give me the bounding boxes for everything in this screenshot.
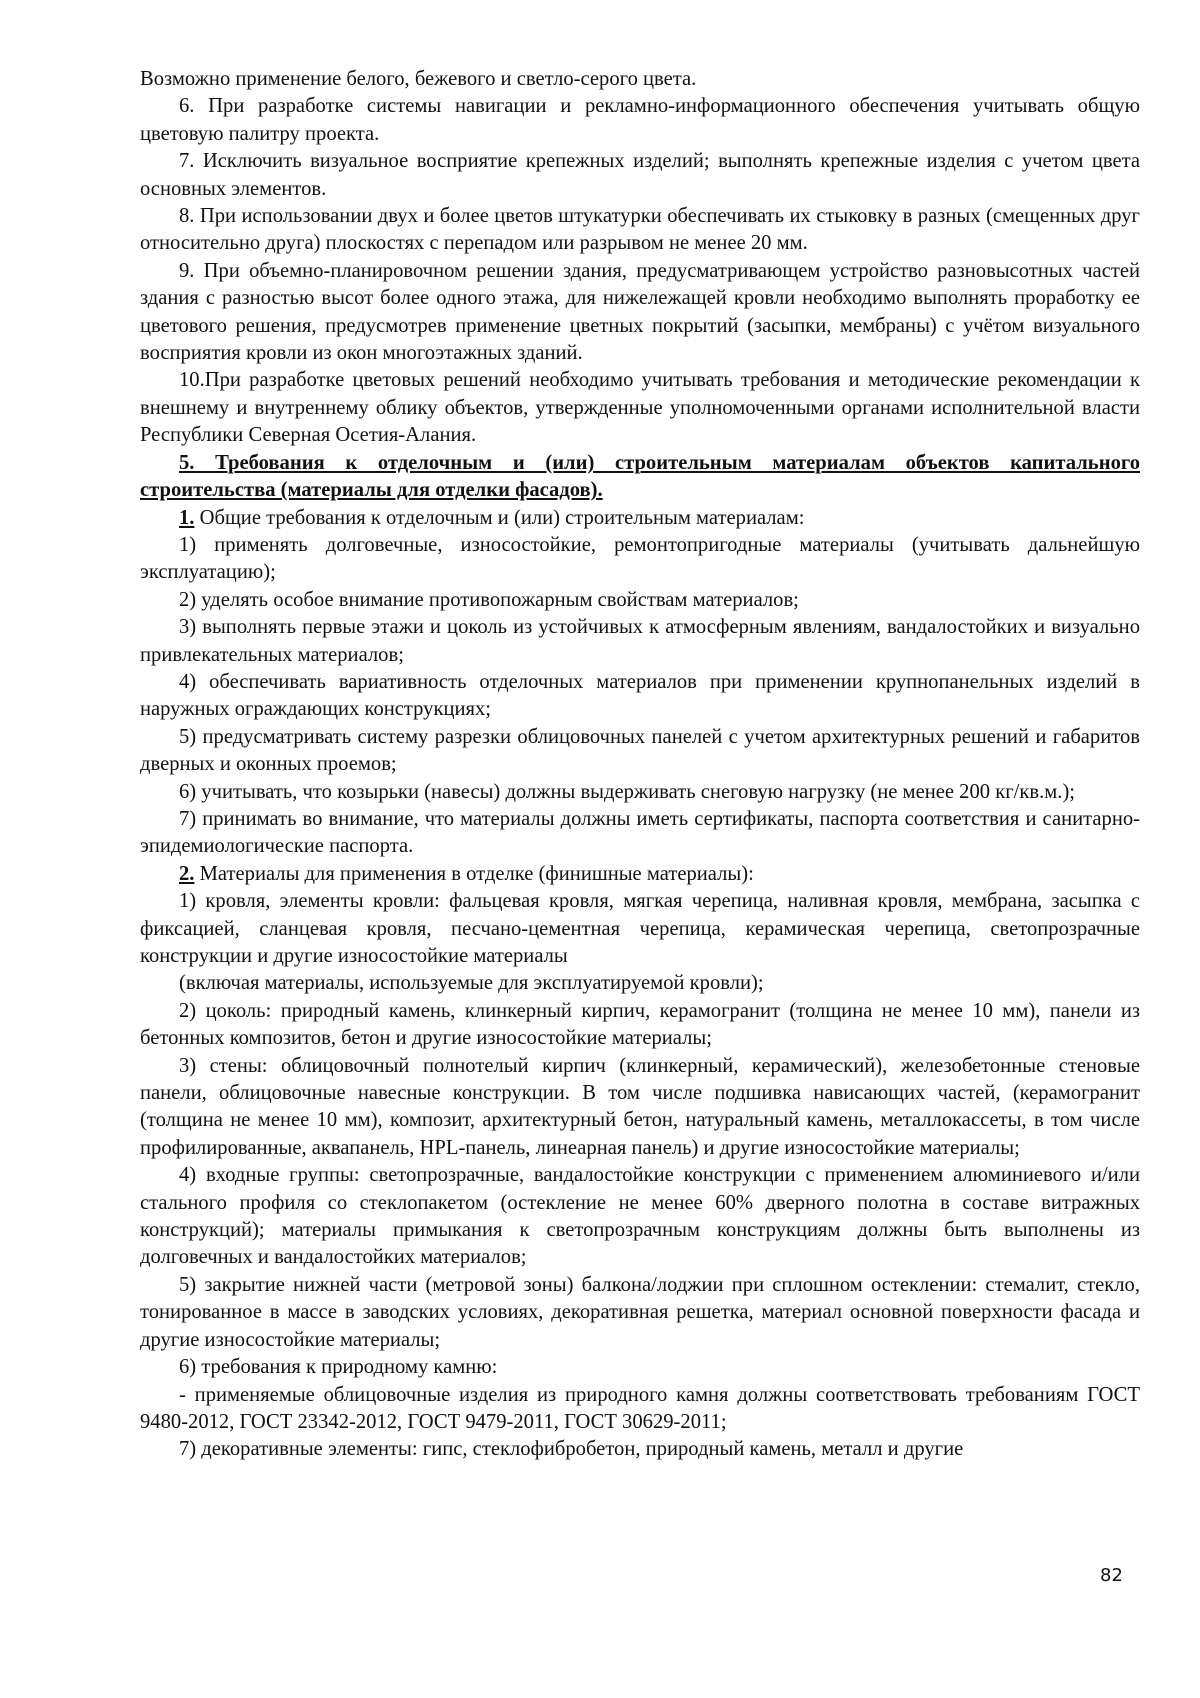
paragraph-item-9: 9. При объемно-планировочном решении здания, предусматривающем устройство разновысотных частей здания с разностью высот более одного этажа, для нижележащей кровли необходимо выполнять проработку ее цветового решения, предусмотрев применение цветных покрытий (засыпки, мембраны) с учётом визуального восприятия кровли из окон многоэтажных зданий. (140, 259, 1140, 365)
list2-item-3: 3) стены: облицовочный полнотелый кирпич (клинкерный, керамический), железобетонные стеновые панели, облицовочные навесные конструкции. В том числе подшивка нависающих частей, (керамогранит (толщина не менее 10 мм), композит, архитектурный бетон, натуральный камень, металлокассеты, в том числе профилированные, аквапанель, HPL-панель, линеарная панель) и другие износостойкие материалы; (140, 1054, 1140, 1159)
list1-item-7: 7) принимать во внимание, что материалы должны иметь сертификаты, паспорта соответствия и санитарно-эпидемиологические паспорта. (140, 807, 1140, 858)
list1-item-5: 5) предусматривать систему разрезки облицовочных панелей с учетом архитектурных решений и габаритов дверных и оконных проемов; (140, 725, 1140, 776)
list1-item-1: 1) применять долговечные, износостойкие, ремонтопригодные материалы (учитывать дальнейшую эксплуатацию); (140, 533, 1140, 584)
list2-item-5: 5) закрытие нижней части (метровой зоны) балкона/лоджии при сплошном остеклении: стемалит, стекло, тонированное в массе в заводских условиях, декоративная решетка, материал основной поверхности фасада и другие износостойкие материалы; (140, 1273, 1140, 1351)
page-number: 82 (1100, 1565, 1123, 1586)
list1-item-4: 4) обеспечивать вариативность отделочных материалов при применении крупнопанельных изделий в наружных ограждающих конструкциях; (140, 670, 1140, 721)
subsection-heading-2 (140, 861, 1140, 888)
list2-item-6-gost: - применяемые облицовочные изделия из природного камня должны соответствовать требованиям ГОСТ 9480-2012, ГОСТ 23342-2012, ГОСТ 9479-2011, ГОСТ 30629-2011; (140, 1383, 1140, 1433)
subsection-text-1: Общие требования к отделочным и (или) строительным материалам: (194, 506, 805, 529)
paragraph-item-6: 6. При разработке системы навигации и рекламно-информационного обеспечения учитывать общую цветовую палитру проекта. (140, 95, 1140, 145)
list1-item-3: 3) выполнять первые этажи и цоколь из устойчивых к атмосферным явлениям, вандалостойких и визуально привлекательных материалов; (140, 616, 1140, 666)
subsection-heading-1 (140, 505, 1140, 532)
subsection-number-1: 1. (179, 506, 195, 529)
list2-item-6: 6) требования к природному камню: (179, 1356, 498, 1379)
list1-item-2: 2) уделять особое внимание противопожарным свойствам материалов; (179, 588, 799, 611)
list2-item-7: 7) декоративные элементы: гипс, стеклофибробетон, природный камень, металл и другие (179, 1438, 964, 1461)
paragraph-item-7: 7. Исключить визуальное восприятие крепежных изделий; выполнять крепежные изделия с учетом цвета основных элементов. (140, 150, 1140, 200)
list1-item-6: 6) учитывать, что козырьки (навесы) должны выдерживать снеговую нагрузку (не менее 200 кг/кв.м.); (179, 780, 1076, 803)
paragraph-color-options: Возможно применение белого, бежевого и светло-серого цвета. (140, 68, 697, 90)
subsection-number-2: 2. (179, 862, 195, 885)
paragraph-item-8: 8. При использовании двух и более цветов штукатурки обеспечивать их стыковку в разных (смещенных друг относительно друга) плоскостях с перепадом или разрывом не менее 20 мм. (140, 205, 1140, 255)
list2-item-4: 4) входные группы: светопрозрачные, вандалостойкие конструкции с применением алюминиевого и/или стального профиля со стеклопакетом (остекление не менее 60% дверного полотна в составе витражных конструкций); материалы примыкания к светопрозрачным конструкциям должны быть выполнены из долговечных и вандалостойких материалов; (140, 1164, 1140, 1269)
subsection-text-2: Материалы для применения в отделке (финишные материалы): (194, 862, 754, 885)
list2-item-2: 2) цоколь: природный камень, клинкерный кирпич, керамогранит (толщина не менее 10 мм), панели из бетонных композитов, бетон и другие износостойкие материалы; (140, 999, 1140, 1050)
section-title: 5. Требования к отделочным и (или) строительным материалам объектов капитального строительства (материалы для отделки фасадов). (140, 451, 1140, 502)
paragraph-item-10: 10.При разработке цветовых решений необходимо учитывать требования и методические рекомендации к внешнему и внутреннему облику объектов, утвержденные уполномоченными органами исполнительной власти Республики Северная Осетия-Алания. (140, 369, 1140, 447)
document-page (140, 66, 1140, 1464)
list2-item-1-continued: (включая материалы, используемые для эксплуатируемой кровли); (179, 972, 764, 995)
list2-item-1: 1) кровля, элементы кровли: фальцевая кровля, мягкая черепица, наливная кровля, мембрана, засыпка с фиксацией, сланцевая кровля, песчано-цементная черепица, керамическая черепица, светопрозрачные конструкции и другие износостойкие материалы (140, 890, 1140, 967)
